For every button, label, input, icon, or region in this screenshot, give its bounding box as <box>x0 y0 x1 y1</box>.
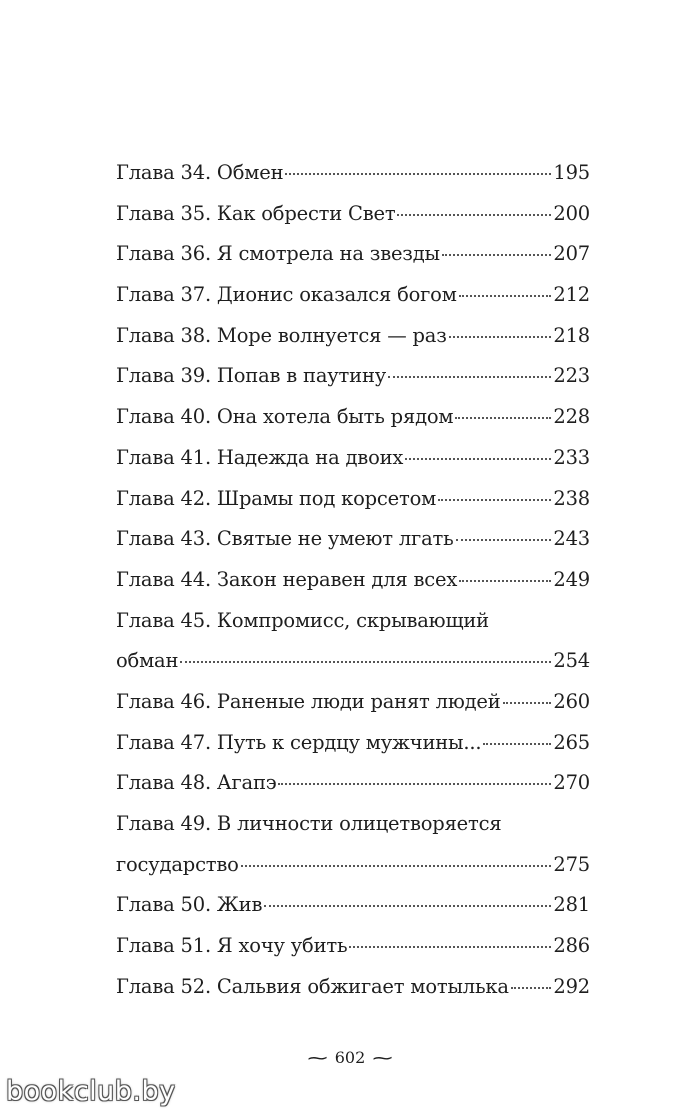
toc-page-number: 260 <box>553 689 590 713</box>
toc-entry-41 <box>116 444 590 485</box>
toc-page-number: 212 <box>553 283 590 307</box>
dot-leader <box>511 987 552 989</box>
toc-page-number: 275 <box>553 852 590 876</box>
dot-leader <box>349 946 551 948</box>
toc-title-line2: обман <box>116 649 179 673</box>
toc-entry-37 <box>116 281 590 322</box>
toc-title: Глава 37. Дионис оказался богом <box>116 283 457 307</box>
toc-page-number: 292 <box>553 974 590 998</box>
dot-leader <box>483 743 551 745</box>
toc-entry-44 <box>116 566 590 607</box>
toc-title: Глава 51. Я хочу убить <box>116 934 348 958</box>
dot-leader <box>180 661 551 663</box>
toc-title: Глава 44. Закон неравен для всех <box>116 567 458 591</box>
dot-leader <box>438 499 551 501</box>
toc-page-number: 238 <box>553 486 590 510</box>
toc-page-number: 218 <box>553 323 590 347</box>
toc-entry-45-cont <box>116 647 590 688</box>
toc-page-number: 223 <box>553 364 590 388</box>
toc-entry-34 <box>116 159 590 200</box>
toc-title: Глава 35. Как обрести Свет <box>116 201 396 225</box>
toc-page-number: 281 <box>553 893 590 917</box>
toc-entry-42 <box>116 485 590 526</box>
toc-page-number: 228 <box>553 405 590 429</box>
toc-title: Глава 34. Обмен <box>116 161 284 184</box>
toc-title: Глава 41. Надежда на двоих <box>116 445 404 469</box>
toc-title: Глава 40. Она хотела быть рядом <box>116 405 454 429</box>
toc-page-number: 249 <box>553 567 590 591</box>
dot-leader <box>459 580 551 582</box>
toc-entry-36 <box>116 240 590 281</box>
toc-title-line1: Глава 49. В личности олицетворяется <box>116 812 502 835</box>
toc-title: Глава 42. Шрамы под корсетом <box>116 486 437 510</box>
toc-entry-46 <box>116 688 590 729</box>
dot-leader <box>241 865 552 867</box>
dot-leader <box>449 336 552 338</box>
toc-title: Глава 48. Агапэ <box>116 771 277 795</box>
watermark: bookclub.by <box>6 1076 176 1107</box>
toc-title: Глава 46. Раненые люди ранят людей <box>116 689 501 713</box>
ornament-left-icon: ~ <box>305 1048 330 1069</box>
toc-title: Глава 50. Жив <box>116 893 263 917</box>
dot-leader <box>388 376 551 378</box>
toc-title-line1: Глава 45. Компромисс, скрывающий <box>116 608 489 632</box>
dot-leader <box>442 254 552 256</box>
toc-page-number: 254 <box>553 649 590 673</box>
toc-entry-38 <box>116 322 590 363</box>
toc-title: Глава 36. Я смотрела на звезды <box>116 242 440 266</box>
toc-title-line2: государство <box>116 852 239 876</box>
toc-entry-52 <box>116 973 590 1014</box>
toc-page-number: 195 <box>553 161 590 184</box>
toc-page-number: 207 <box>553 242 590 266</box>
dot-leader <box>456 539 552 541</box>
page-footer <box>0 1048 700 1069</box>
toc-entry-48 <box>116 769 590 810</box>
toc-title: Глава 39. Попав в паутину <box>116 364 387 388</box>
dot-leader <box>455 417 551 419</box>
dot-leader <box>405 458 551 460</box>
toc-entry-45 <box>116 607 590 648</box>
toc-page-number: 200 <box>553 201 590 225</box>
page-number: 602 <box>334 1048 366 1067</box>
table-of-contents <box>116 159 590 1013</box>
ornament-right-icon: ~ <box>370 1048 395 1069</box>
toc-page-number: 243 <box>553 527 590 551</box>
toc-title: Глава 47. Путь к сердцу мужчины... <box>116 730 482 754</box>
toc-entry-39 <box>116 362 590 403</box>
toc-entry-40 <box>116 403 590 444</box>
toc-title: Глава 43. Святые не умеют лгать <box>116 527 454 551</box>
dot-leader <box>285 173 551 175</box>
toc-entry-49 <box>116 810 590 851</box>
toc-entry-51 <box>116 932 590 973</box>
dot-leader <box>503 702 552 704</box>
toc-entry-35 <box>116 200 590 241</box>
toc-entry-43 <box>116 525 590 566</box>
dot-leader <box>264 905 551 907</box>
toc-page-number: 233 <box>553 445 590 469</box>
toc-title: Глава 38. Море волнуется — раз <box>116 323 447 347</box>
toc-entry-47 <box>116 729 590 770</box>
toc-entry-49-cont <box>116 851 590 892</box>
dot-leader <box>278 783 551 785</box>
toc-page-number: 286 <box>553 934 590 958</box>
toc-page-number: 270 <box>553 771 590 795</box>
toc-entry-50 <box>116 891 590 932</box>
toc-page-number: 265 <box>553 730 590 754</box>
dot-leader <box>459 295 552 297</box>
toc-title: Глава 52. Сальвия обжигает мотылька <box>116 974 509 998</box>
dot-leader <box>397 214 551 216</box>
